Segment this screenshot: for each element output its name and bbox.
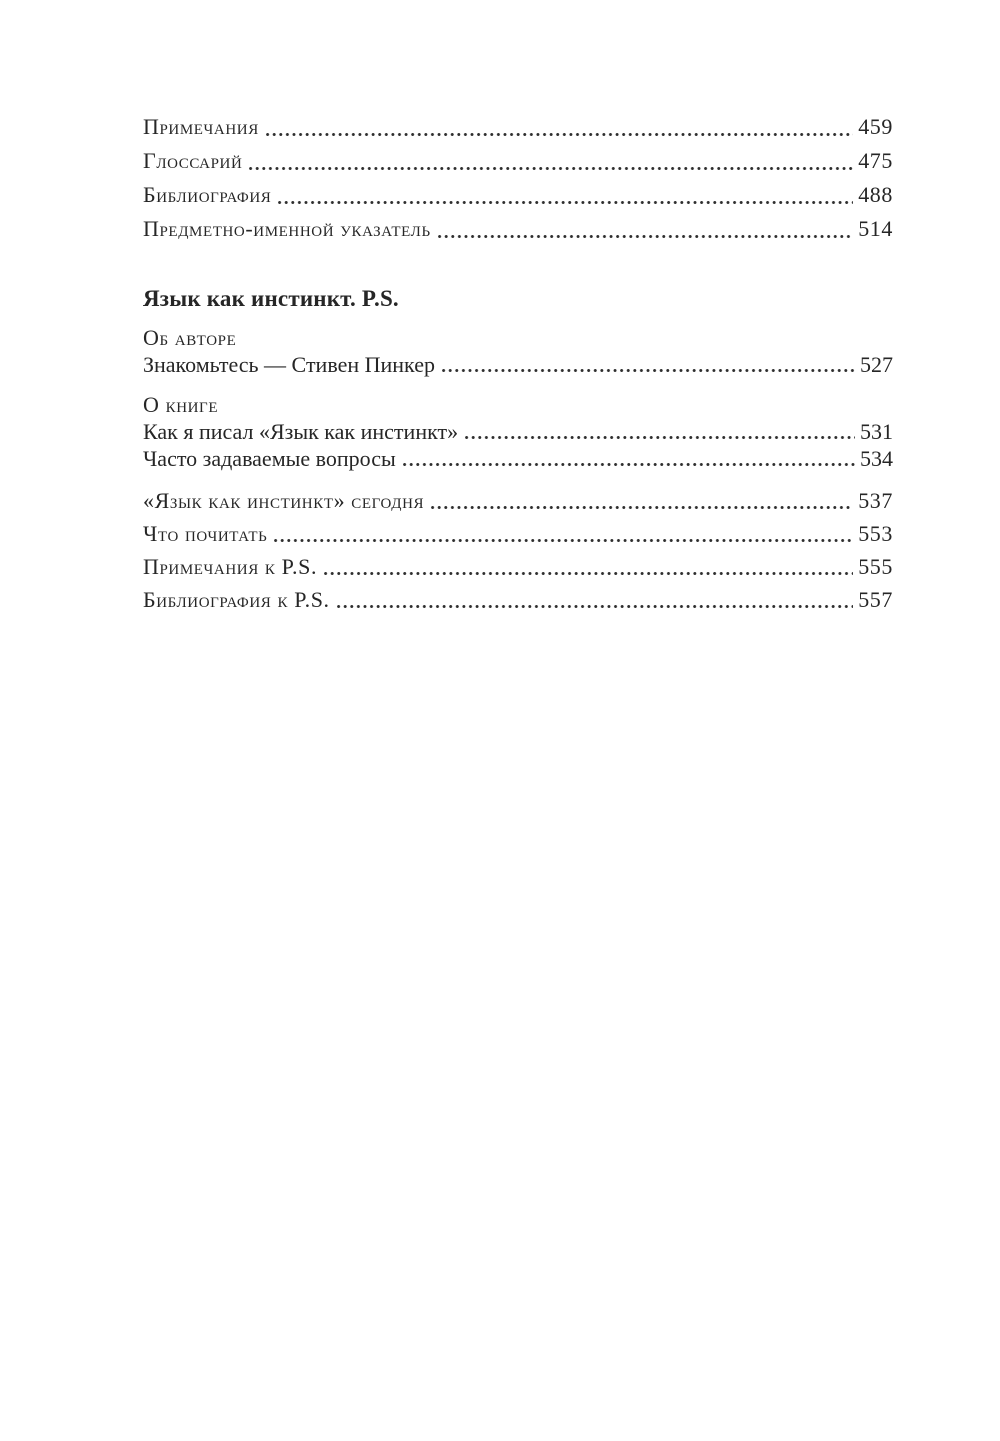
backmatter-block [143,110,893,246]
toc-entry [143,144,893,178]
toc-entry-title: Знакомьтесь — Стивен Пинкер [143,352,435,377]
closing-block [143,484,893,616]
toc-entry-title: Предметно-именной указатель [143,216,431,241]
toc-entry [143,484,893,517]
toc-entry [143,550,893,583]
toc-entry-title: Что почитать [143,521,268,546]
dot-leader [278,201,853,204]
toc-entry [143,418,893,445]
dot-leader [465,436,855,439]
dot-leader [324,572,853,575]
toc-entry [143,517,893,550]
dot-leader [403,463,855,466]
toc-entry [143,212,893,246]
toc-entry [143,178,893,212]
toc-entry-title: Примечания [143,114,259,139]
part-heading: Язык как инстинкт. P.S. [143,286,399,311]
toc-entry [143,583,893,616]
toc-entry-title: Часто задаваемые вопросы [143,446,396,471]
dot-leader [431,506,853,509]
toc-entry-page: 527 [860,352,893,377]
toc-entry-page: 514 [858,216,893,241]
dot-leader [337,605,854,608]
toc-entry [143,445,893,472]
table-of-contents [143,0,893,616]
dot-leader [274,539,853,542]
toc-entry-title: Примечания к P.S. [143,554,318,579]
toc-entry [143,351,893,378]
toc-entry-page: 553 [858,521,893,546]
dot-leader [438,235,854,238]
subheading-about-book: О книге [143,392,219,417]
toc-entry-page: 534 [860,446,893,471]
toc-entry [143,110,893,144]
toc-entry-title: Как я писал «Язык как инстинкт» [143,419,459,444]
subheading-about-author: Об авторе [143,325,237,350]
toc-entry-title: Библиография [143,182,272,207]
toc-entry-page: 555 [858,554,893,579]
toc-entry-page: 537 [858,488,893,513]
toc-entry-page: 557 [858,587,893,612]
toc-entry-page: 531 [860,419,893,444]
toc-entry-title: «Язык как инстинкт» сегодня [143,488,425,513]
toc-entry-title: Библиография к P.S. [143,587,330,612]
toc-entry-page: 459 [858,114,893,139]
dot-leader [442,369,855,372]
dot-leader [266,133,853,136]
dot-leader [249,167,853,170]
toc-entry-page: 475 [858,148,893,173]
toc-entry-page: 488 [858,182,893,207]
toc-entry-title: Глоссарий [143,148,243,173]
